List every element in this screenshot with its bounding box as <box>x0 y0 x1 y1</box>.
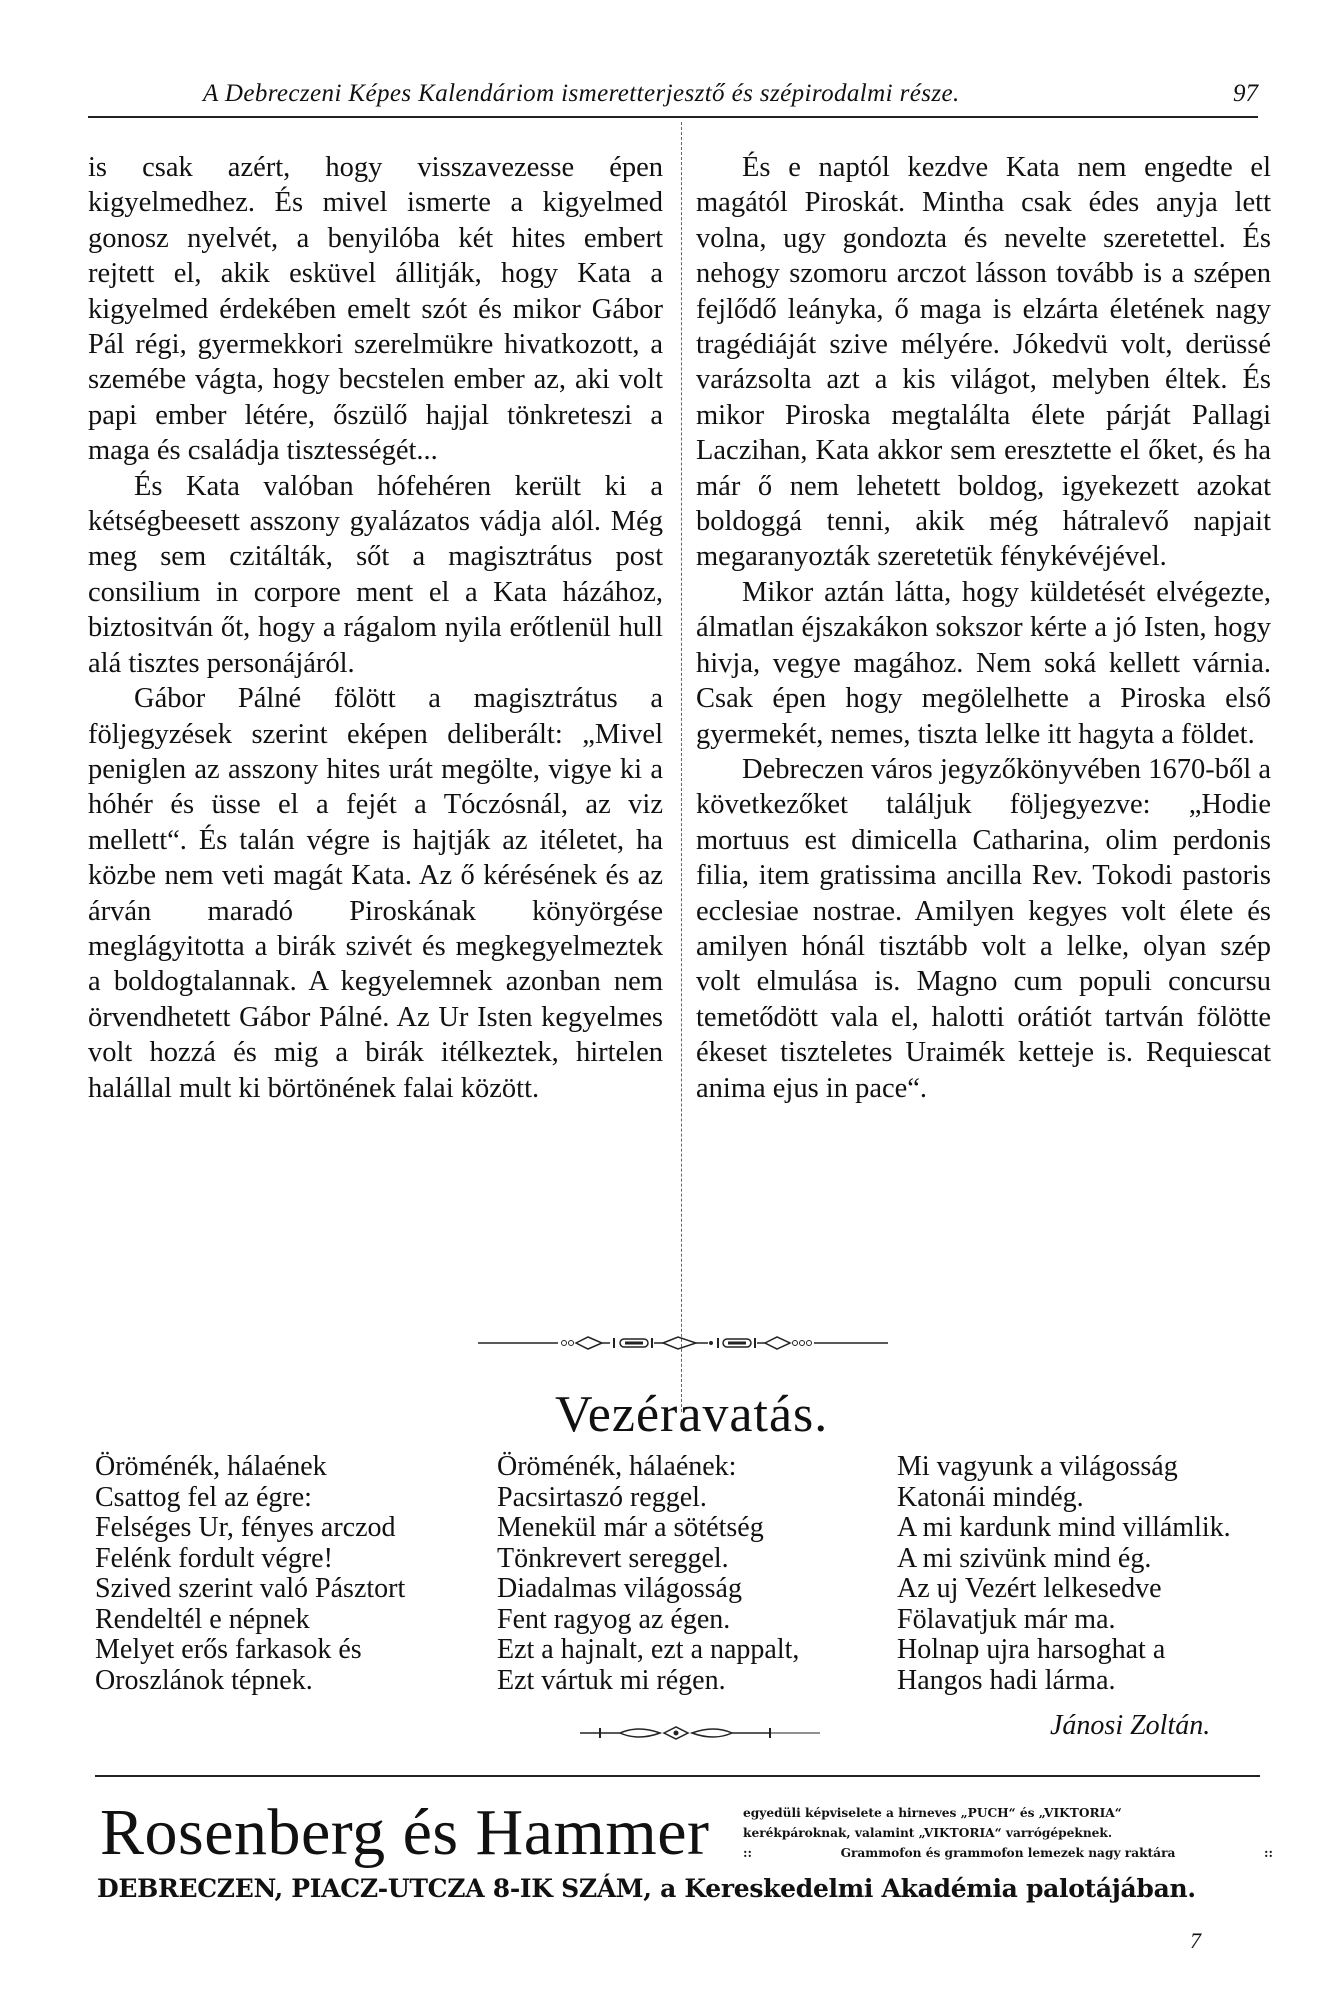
advertisement-address: DEBRECZEN, PIACZ-UTCZA 8-IK SZÁM, a Kereskedelmi Akadémia palotájában. <box>97 1874 1196 1903</box>
poem-line: Pacsirtaszó reggel. <box>497 1481 707 1513</box>
poem-author: Jánosi Zoltán. <box>1050 1710 1211 1741</box>
poem-line: Rendeltél e népnek <box>95 1603 310 1635</box>
poem-line: Mi vagyunk a világosság <box>897 1451 1178 1482</box>
poem-line: Katonái mindég. <box>897 1481 1084 1513</box>
running-header <box>88 72 1258 118</box>
poem-line: Öröménék, hálaének: <box>497 1451 737 1482</box>
advertisement-rule <box>95 1775 1260 1777</box>
story-right-column <box>696 150 1271 1106</box>
ornamental-divider-icon <box>580 1725 820 1741</box>
paragraph: is csak azért, hogy visszavezesse épen kigyelmedhez. És mivel ismerte a kigyelmed gonosz nyelvét, a benyilóba két hites embert rejtett el, akik esküvel állitják, hogy Kata a kigyelmed érdekében emelt szót és mikor Gábor Pál régi, gyermekkori szerelmükre hivatkozott, a szemébe vágta, hogy becstelen ember az, aki volt papi ember létére, őszülő hajjal tönkreteszi a maga és családja tisztességét... <box>88 152 663 467</box>
poem-stanza-3 <box>897 1452 1231 1696</box>
running-header-title: A Debreczeni Képes Kalendáriom ismeretterjesztő és szépirodalmi része. <box>203 80 960 107</box>
poem-line: Melyet erős farkasok és <box>95 1634 362 1665</box>
poem-line: Ezt a hajnalt, ezt a nappalt, <box>497 1634 800 1665</box>
signature-mark: 7 <box>1190 1928 1201 1953</box>
poem-line: Holnap ujra harsoghat a <box>897 1634 1166 1665</box>
poem-line: Tönkrevert sereggel. <box>497 1542 729 1574</box>
paragraph: Debreczen város jegyzőkönyvében 1670-ből a következőket találjuk följegyezve: „Hodie mortuus est dimicella Catharina, olim perdonis filia, item gratissima ancilla Rev. Tokodi pastoris ecclesiae nostrae. Amilyen kegyes volt élete és amilyen hónál tisztább volt a lelke, olyan szép volt elmulása is. Magno cum populi concursu temetődött vala el, halotti orátiót tartván fölötte ékeset tiszteletes Uraimék ketteje is. Requiescat anima ejus in pace“. <box>696 753 1271 1104</box>
paragraph: És Kata valóban hófehéren került ki a kétségbeesett asszony gyalázatos vádja alól. Még meg sem czitálták, sőt a magisztrátus post consilium in corpore ment el a Kata házához, biztositván őt, hogy a rágalom nyila erőtlenül hull alá tisztes personájáról. <box>88 470 663 679</box>
ornamental-divider-icon <box>478 1335 888 1351</box>
header-rule <box>88 116 1258 118</box>
advertisement-line: kerékpároknak, valamint „VIKTORIA“ varrógépeknek. <box>743 1826 1113 1840</box>
poem-title: Vezéravatás. <box>555 1386 829 1443</box>
poem-stanza-1 <box>95 1452 405 1696</box>
paragraph: Gábor Pálné fölött a magisztrátus a följegyzések szerint eképen deliberált: „Mivel peniglen az asszony hites urát megölte, vigye ki a hóhér és üsse el a fejét a Tóczósnál, az viz mellett“. És talán végre is hajtják az itéletet, ha közbe nem veti magát Kata. Az ő kérésének és az árván maradó Piroskának könyörgése meglágyitotta a birák szivét és megkegyelmeztek a boldogtalannak. A kegyelemnek azonban nem örvendhetett Gábor Pálné. Az Ur Isten kegyelmes volt hozzá és mig a birák itélkeztek, hirtelen halállal mult ki börtönének falai között. <box>88 683 663 1104</box>
advertisement-company-name: Rosenberg és Hammer <box>100 1796 710 1869</box>
paragraph: Mikor aztán látta, hogy küldetését elvégezte, álmatlan éjszakákon sokszor kérte a jó Isten, hogy hivja, vegye magához. Nem soká kellett várnia. Csak épen hogy megölelhette a Piroska első gyermekét, nemes, tiszta lelke itt hagyta a földet. <box>696 576 1271 750</box>
poem-line: A mi szivünk mind ég. <box>897 1542 1152 1574</box>
poem-line: Menekül már a sötétség <box>497 1512 764 1543</box>
poem-line: Öröménék, hálaének <box>95 1451 327 1482</box>
column-divider <box>681 122 682 1412</box>
paragraph: És e naptól kezdve Kata nem engedte el magától Piroskát. Mintha csak édes anyja lett volna, ugy gondozta és nevelte szeretettel. És nehogy szomoru arczot lásson tovább is a szépen fejlődő leányka, ő maga is elzárta életének nagy tragédiáját szive mélyére. Jókedvü volt, derüssé varázsolta azt a kis világot, melyben éltek. És mikor Piroska megtalálta élete párját Pallagi Laczihan, Kata akkor sem eresztette el őket, és ha már ő nem lehetett boldog, igyekezett azokat boldoggá tenni, akik még hátralevő napjait megaranyozták szeretetük fénykévéjével. <box>696 152 1271 573</box>
page-number: 97 <box>1233 80 1258 107</box>
poem-line: Csattog fel az égre: <box>95 1481 312 1513</box>
poem-line: A mi kardunk mind villámlik. <box>897 1512 1231 1543</box>
story-left-column <box>88 150 663 1106</box>
poem-line: Hangos hadi lárma. <box>897 1664 1116 1696</box>
poem-line: Felénk fordult végre! <box>95 1542 333 1574</box>
advertisement-line: egyedüli képviselete a hirneves „PUCH“ és „VIKTORIA“ <box>743 1806 1122 1820</box>
poem-line: Az uj Vezért lelkesedve <box>897 1573 1162 1604</box>
poem-line: Szived szerint való Pásztort <box>95 1573 406 1604</box>
poem-line: Fölavatjuk már ma. <box>897 1603 1116 1635</box>
poem-line: Ezt vártuk mi régen. <box>497 1664 726 1696</box>
poem-stanza-2 <box>497 1452 799 1696</box>
poem-line: Oroszlánok tépnek. <box>95 1664 313 1696</box>
poem-line: Fent ragyog az égen. <box>497 1603 731 1635</box>
poem-line: Diadalmas világosság <box>497 1573 742 1604</box>
advertisement-line: :: Grammofon és grammofon lemezek nagy raktára :: <box>743 1846 1273 1860</box>
advertisement-details <box>743 1803 1273 1863</box>
poem-line: Felséges Ur, fényes arczod <box>95 1512 396 1543</box>
